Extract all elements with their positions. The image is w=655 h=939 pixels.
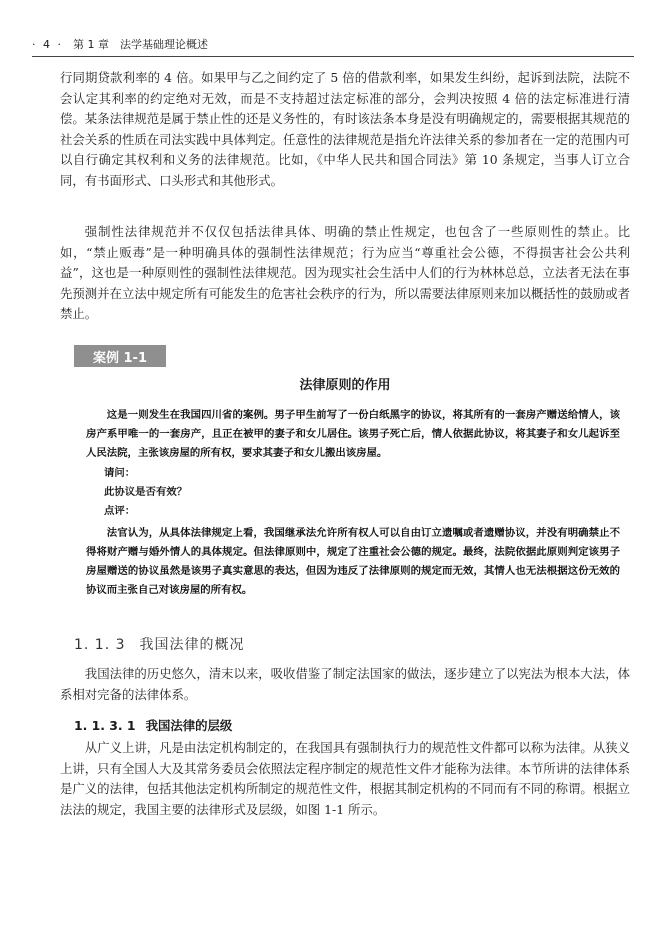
chapter-title: 第 1 章 法学基础理论概述 xyxy=(73,38,208,51)
question-text: 此协议是否有效？ xyxy=(104,486,188,498)
header-rule xyxy=(32,56,634,57)
subsection-heading xyxy=(74,716,232,734)
paragraph-2: 强制性法律规范并不仅仅包括法律具体、明确的禁止性规定，也包含了一些原则性的禁止。比如，“禁止贩毒”是一种明确具体的强制性法律规范；行为应当“尊重社会公德，不得损害社会公共利益”，这也是一种原则性的强制性法律规范。因为现实社会生活中人们的行为林林总总，立法者无法在事先预测并在立法中规定所有可能发生的危害社会秩序的行为，所以需要法律原则来加以概括性的鼓励或者禁止。 xyxy=(60,224,630,321)
comment-label: 点评： xyxy=(104,505,136,517)
paragraph-1: 行同期贷款利率的 4 倍。如果甲与乙之间约定了 5 倍的借款利率，如果发生纠纷，起诉到法院，法院不会认定其利率的约定绝对无效，而是不支持超过法定标准的部分，会判决按照 4 倍的法定标准进行清偿。某条法律规范是属于禁止性的还是义务性的，有时该法条本身是没有明确规定的，需要根据其规范的社会关系的性质在司法实践中具体判定。任意性的法律规范是指允许法律关系的参加者在一定的范围内可以自行确定其权利和义务的法律规范。比如，《中华人民共和国合同法》第 10 条规定，当事人订立合同，有书面形式、口头形式和其他形式。 xyxy=(60,70,630,188)
subsection-title: 我国法律的层级 xyxy=(145,718,233,733)
subsection-number: 1. 1. 3. 1 xyxy=(74,718,136,733)
case-comment: 法官认为，从具体法律规定上看，我国继承法允许所有权人可以自由订立遗嘱或者遗赠协议，并没有明确禁止不得将财产赠与婚外情人的具体规定。但法律原则中，规定了注重社会公德的规定。最终，法院依据此原则判定该男子房屋赠送的协议虽然是该男子真实意思的表达，但因为违反了法律原则的规定而无效，其情人也无法根据这份无效的协议而主张自己对该房屋的所有权。 xyxy=(86,527,620,596)
case-title: 法律原则的作用 xyxy=(299,378,391,393)
section-heading xyxy=(74,634,245,654)
case-facts: 这是一则发生在我国四川省的案例。男子甲生前写了一份白纸黑字的协议，将其所有的一套房产赠送给情人，该房产系甲唯一的一套房产，且正在被甲的妻子和女儿居住。该男子死亡后，情人依据此协议，将其妻子和女儿起诉至人民法院，主张该房屋的所有权，要求其妻子和女儿搬出该房屋。 xyxy=(86,409,620,459)
page-header xyxy=(32,36,632,52)
paragraph-3: 我国法律的历史悠久，清末以来，吸收借鉴了制定法国家的做法，逐步建立了以宪法为根本大法，体系相对完备的法律体系。 xyxy=(60,666,630,702)
page-number: · 4 · xyxy=(32,38,63,51)
section-number: 1. 1. 3 xyxy=(74,637,126,653)
section-title: 我国法律的概况 xyxy=(139,637,245,653)
paragraph-4: 从广义上讲，凡是由法定机构制定的，在我国具有强制执行力的规范性文件都可以称为法律。从狭义上讲，只有全国人大及其常务委员会依照法定程序制定的规范性文件才能称为法律。本节所讲的法律体系是广义的法律，包括其他法定机构所制定的规范性文件，根据其制定机构的不同而有不同的称谓。根据立法法的规定，我国主要的法律形式及层级，如图 1-1 所示。 xyxy=(60,740,630,817)
case-tag: 案例 1-1 xyxy=(74,345,166,367)
question-label: 请问： xyxy=(104,467,136,479)
